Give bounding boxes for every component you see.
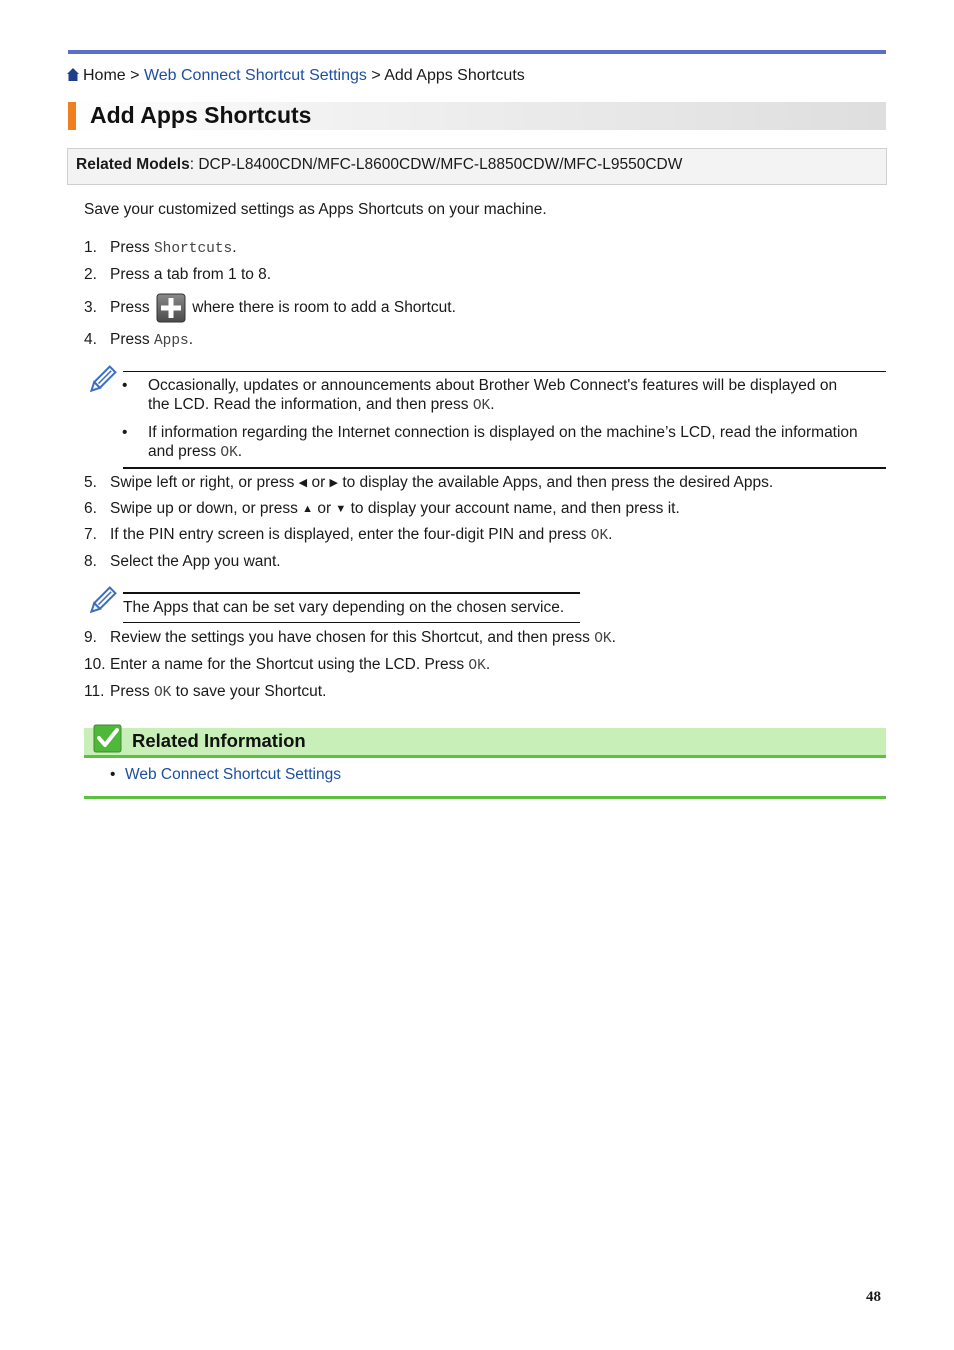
breadcrumb-home[interactable]: Home bbox=[83, 67, 126, 84]
left-arrow-icon: ◀ bbox=[298, 477, 308, 489]
related-models-label: Related Models bbox=[76, 156, 190, 173]
breadcrumb bbox=[67, 67, 525, 85]
note-bottom-rule bbox=[123, 467, 886, 469]
related-models-box bbox=[67, 148, 887, 185]
plus-button-icon bbox=[156, 293, 186, 323]
page-title: Add Apps Shortcuts bbox=[90, 102, 312, 128]
pencil-note-icon bbox=[86, 585, 118, 617]
step-8: 8. Select the App you want. bbox=[84, 553, 281, 570]
up-arrow-icon: ▲ bbox=[302, 503, 314, 515]
note2-top-rule bbox=[123, 592, 580, 594]
page-number: 48 bbox=[866, 1289, 881, 1305]
breadcrumb-link-web-connect[interactable]: Web Connect Shortcut Settings bbox=[143, 67, 367, 84]
code-shortcuts: Shortcuts bbox=[153, 241, 233, 257]
step-3: 3. Press where there is room to add a Shortcut. bbox=[84, 293, 456, 323]
breadcrumb-separator: > bbox=[371, 67, 381, 84]
breadcrumb-separator: > bbox=[130, 67, 140, 84]
pencil-note-icon bbox=[86, 364, 118, 396]
step-7: 7. If the PIN entry screen is displayed, enter the four-digit PIN and press OK. bbox=[84, 526, 613, 544]
related-information-title: Related Information bbox=[132, 730, 306, 751]
step-9: 9. Review the settings you have chosen for this Shortcut, and then press OK. bbox=[84, 629, 616, 647]
step-6: 6. Swipe up or down, or press ▲ or ▼ to display your account name, and then press it. bbox=[84, 500, 680, 517]
step-4: 4. Press Apps. bbox=[84, 331, 194, 349]
note-item-1: • Occasionally, updates or announcements about Brother Web Connect's features will be displayed on the LCD. Read the information, and then press OK. bbox=[122, 377, 838, 414]
note2-text: The Apps that can be set vary depending on the chosen service. bbox=[123, 599, 565, 616]
page-title-bar bbox=[68, 102, 886, 130]
note-item-2: • If information regarding the Internet connection is displayed on the machine’s LCD, read the information and press OK. bbox=[122, 424, 858, 461]
related-bottom-rule bbox=[84, 796, 886, 799]
code-apps: Apps bbox=[153, 333, 189, 349]
related-link-item: • Web Connect Shortcut Settings bbox=[110, 766, 341, 783]
note-top-rule bbox=[123, 371, 886, 372]
note2-bottom-rule bbox=[123, 622, 580, 623]
step-2: 2. Press a tab from 1 to 8. bbox=[84, 266, 272, 283]
related-information-bar bbox=[84, 728, 886, 758]
related-link-web-connect[interactable]: Web Connect Shortcut Settings bbox=[125, 766, 341, 783]
title-accent bbox=[68, 102, 76, 130]
step-1: 1. Press Shortcuts. bbox=[84, 239, 237, 257]
step-11: 11. Press OK to save your Shortcut. bbox=[84, 683, 327, 701]
step-5: 5. Swipe left or right, or press ◀ or ▶ to display the available Apps, and then press the desired Apps. bbox=[84, 474, 774, 491]
related-models-value: : DCP-L8400CDN/MFC-L8600CDW/MFC-L8850CDW/MFC-L9550CDW bbox=[189, 156, 683, 173]
breadcrumb-current: Add Apps Shortcuts bbox=[384, 67, 525, 84]
top-rule bbox=[68, 50, 886, 54]
step-10: 10. Enter a name for the Shortcut using the LCD. Press OK. bbox=[84, 656, 491, 674]
checkmark-icon bbox=[93, 723, 123, 753]
intro-text: Save your customized settings as Apps Shortcuts on your machine. bbox=[84, 201, 547, 218]
down-arrow-icon: ▼ bbox=[335, 503, 347, 515]
right-arrow-icon: ▶ bbox=[329, 477, 339, 489]
home-icon[interactable] bbox=[67, 68, 79, 81]
